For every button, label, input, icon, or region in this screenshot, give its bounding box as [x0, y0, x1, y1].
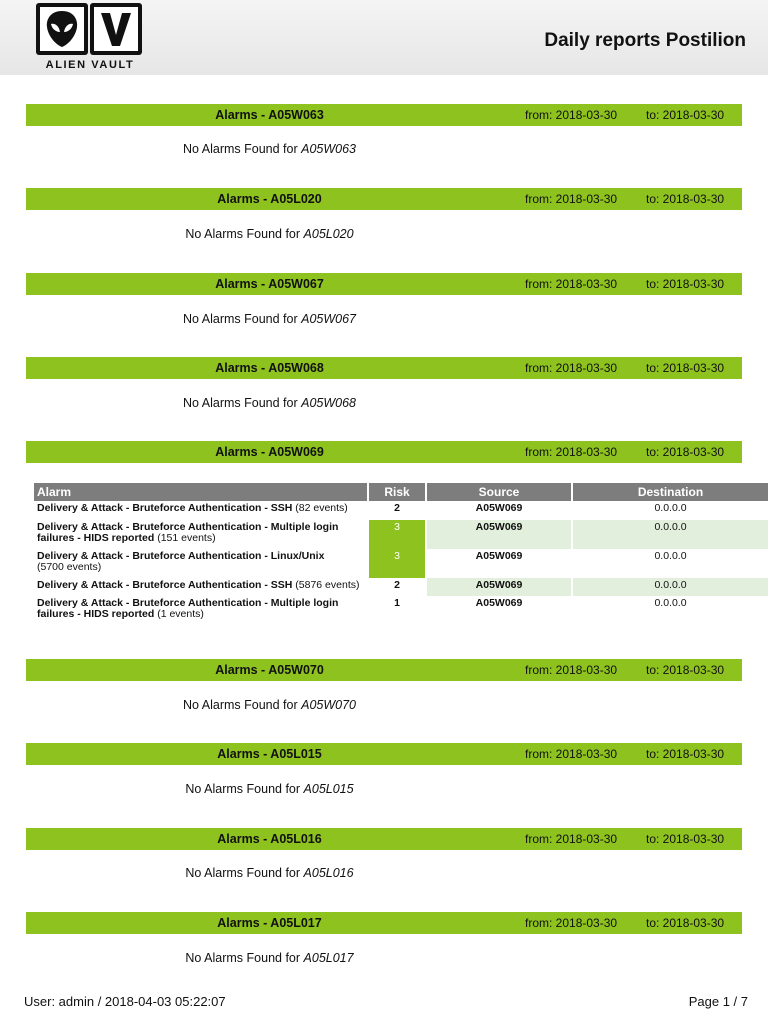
no-alarms-message: [26, 782, 513, 796]
host-name: A05W068: [301, 396, 357, 410]
event-count: (151 events): [157, 532, 216, 544]
no-alarms-message: [26, 142, 513, 156]
section-header-bar: [26, 273, 742, 295]
date-from: from: 2018-03-30: [525, 832, 618, 846]
no-alarms-text: No Alarms Found for: [182, 142, 298, 156]
column-header-alarm: Alarm: [34, 483, 367, 501]
no-alarms-text: No Alarms Found for: [185, 227, 301, 241]
host-name: A05L015: [303, 782, 354, 796]
destination-cell: 0.0.0.0: [654, 550, 687, 562]
risk-cell: 2: [394, 579, 400, 591]
alien-head-icon: [36, 3, 88, 55]
source-cell: A05W069: [475, 597, 523, 609]
destination-cell: 0.0.0.0: [573, 520, 768, 549]
section-title: Alarms - A05W069: [215, 445, 324, 459]
destination-cell: 0.0.0.0: [654, 597, 687, 609]
host-name: A05W063: [301, 142, 357, 156]
alarm-name: Delivery & Attack - Bruteforce Authentication - Multiple login failures - HIDS reported: [37, 521, 339, 544]
risk-cell: 3: [369, 549, 425, 578]
alarm-cell: [34, 578, 367, 596]
host-name: A05W070: [301, 698, 357, 712]
table-row: [34, 520, 768, 549]
section-header-bar: [26, 912, 742, 934]
source-cell: A05W069: [427, 520, 571, 549]
no-alarms-message: [26, 866, 513, 880]
alarm-cell: [34, 596, 367, 624]
date-to: to: 2018-03-30: [646, 663, 725, 677]
no-alarms-text: No Alarms Found for: [182, 698, 298, 712]
date-from: from: 2018-03-30: [525, 445, 618, 459]
alarms-table: [32, 483, 768, 624]
section-title: Alarms - A05L015: [217, 747, 322, 761]
no-alarms-text: No Alarms Found for: [185, 866, 301, 880]
date-from: from: 2018-03-30: [525, 192, 618, 206]
date-to: to: 2018-03-30: [646, 108, 725, 122]
date-from: from: 2018-03-30: [525, 108, 618, 122]
alarm-cell: [34, 549, 367, 578]
no-alarms-message: [26, 227, 513, 241]
section-title: Alarms - A05L020: [217, 192, 322, 206]
event-count: (5700 events): [37, 561, 102, 573]
source-cell: A05W069: [475, 502, 523, 514]
source-cell: A05W069: [475, 550, 523, 562]
report-header: [0, 0, 768, 75]
event-count: (1 events): [157, 608, 204, 620]
table-header-row: [34, 483, 768, 501]
column-header-destination: Destination: [573, 483, 768, 501]
date-to: to: 2018-03-30: [646, 747, 725, 761]
section-header-bar: [26, 441, 742, 463]
host-name: A05L017: [303, 951, 354, 965]
no-alarms-message: [26, 951, 513, 965]
logo-text: ALIEN VAULT: [45, 59, 135, 71]
section-header-bar: [26, 828, 742, 850]
date-from: from: 2018-03-30: [525, 361, 618, 375]
section-header-bar: [26, 743, 742, 765]
section-title: Alarms - A05W063: [215, 108, 324, 122]
alienvault-logo: [36, 3, 156, 73]
section-title: Alarms - A05W068: [215, 361, 324, 375]
date-to: to: 2018-03-30: [646, 277, 725, 291]
no-alarms-message: [26, 396, 513, 410]
date-from: from: 2018-03-30: [525, 916, 618, 930]
risk-cell: 3: [369, 520, 425, 549]
host-name: A05L016: [303, 866, 354, 880]
alarm-name: Delivery & Attack - Bruteforce Authentication - SSH: [37, 579, 293, 591]
section-title: Alarms - A05L016: [217, 832, 322, 846]
section-title: Alarms - A05W070: [215, 663, 324, 677]
no-alarms-text: No Alarms Found for: [182, 396, 298, 410]
table-row: [34, 501, 768, 520]
column-header-risk: Risk: [369, 483, 425, 501]
footer-user-timestamp: User: admin / 2018-04-03 05:22:07: [24, 994, 226, 1009]
alarm-cell: [34, 520, 367, 549]
no-alarms-text: No Alarms Found for: [182, 312, 298, 326]
no-alarms-text: No Alarms Found for: [185, 782, 301, 796]
event-count: (82 events): [295, 502, 348, 514]
event-count: (5876 events): [295, 579, 360, 591]
date-to: to: 2018-03-30: [646, 192, 725, 206]
alarm-name: Delivery & Attack - Bruteforce Authentication - SSH: [37, 502, 293, 514]
v-letter-icon: [90, 3, 142, 55]
risk-cell: 2: [394, 502, 400, 514]
section-header-bar: [26, 104, 742, 126]
no-alarms-text: No Alarms Found for: [185, 951, 301, 965]
section-title: Alarms - A05W067: [215, 277, 324, 291]
destination-cell: 0.0.0.0: [573, 578, 768, 596]
risk-cell: 1: [394, 597, 400, 609]
no-alarms-message: [26, 312, 513, 326]
footer-page-number: Page 1 / 7: [688, 994, 748, 1009]
date-to: to: 2018-03-30: [646, 445, 725, 459]
table-row: [34, 578, 768, 596]
table-row: [34, 549, 768, 578]
date-from: from: 2018-03-30: [525, 277, 618, 291]
alarm-name: Delivery & Attack - Bruteforce Authentication - Linux/Unix: [37, 550, 325, 562]
date-to: to: 2018-03-30: [646, 916, 725, 930]
report-title: Daily reports Postilion: [544, 30, 746, 51]
column-header-source: Source: [427, 483, 571, 501]
no-alarms-message: [26, 698, 513, 712]
section-header-bar: [26, 188, 742, 210]
table-row: [34, 596, 768, 624]
section-header-bar: [26, 659, 742, 681]
host-name: A05L020: [303, 227, 354, 241]
host-name: A05W067: [301, 312, 357, 326]
date-from: from: 2018-03-30: [525, 747, 618, 761]
alarm-cell: [34, 501, 367, 520]
date-from: from: 2018-03-30: [525, 663, 618, 677]
section-title: Alarms - A05L017: [217, 916, 322, 930]
alarm-name: Delivery & Attack - Bruteforce Authentication - Multiple login failures - HIDS reported: [37, 597, 339, 620]
source-cell: A05W069: [427, 578, 571, 596]
section-header-bar: [26, 357, 742, 379]
date-to: to: 2018-03-30: [646, 832, 725, 846]
destination-cell: 0.0.0.0: [654, 502, 687, 514]
date-to: to: 2018-03-30: [646, 361, 725, 375]
